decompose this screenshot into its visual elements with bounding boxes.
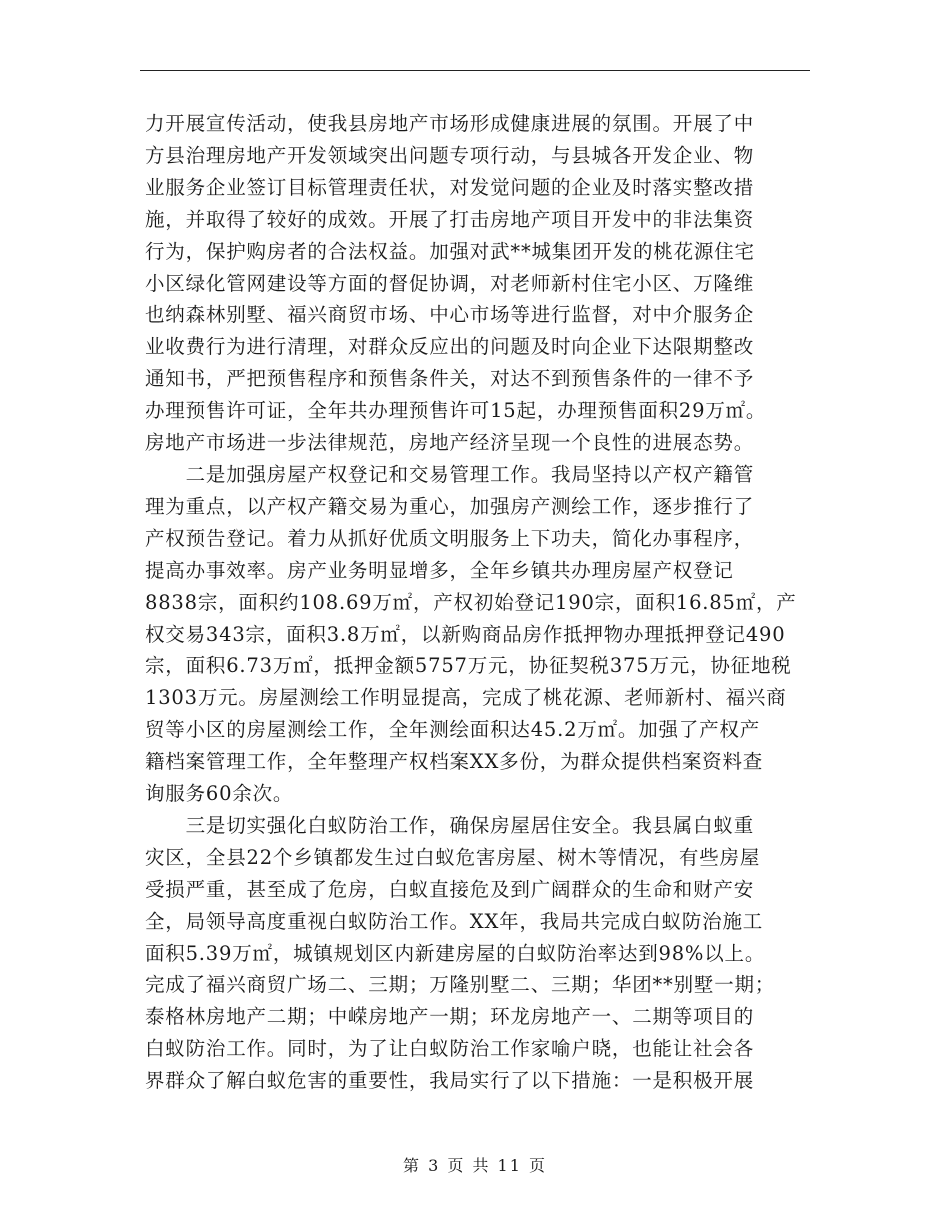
text-line: 界群众了解白蚁危害的重要性，我局实行了以下措施：一是积极开展	[145, 1069, 755, 1093]
text-line: 白蚁防治工作。同时，为了让白蚁防治工作家喻户晓，也能让社会各	[145, 1037, 755, 1061]
text-line: 三是切实强化白蚁防治工作，确保房屋居住安全。我县属白蚁重	[145, 813, 755, 837]
text-line: 施，并取得了较好的成效。开展了打击房地产项目开发中的非法集资	[145, 207, 755, 231]
page-footer: 第 3 页 共 11 页	[403, 1156, 547, 1175]
text-line: 业收费行为进行清理，对群众反应出的问题及时向企业下达限期整改	[145, 335, 755, 359]
text-line: 面积5.39万㎡，城镇规划区内新建房屋的白蚁防治率达到98%以上。	[145, 941, 766, 965]
text-line: 二是加强房屋产权登记和交易管理工作。我局坚持以产权产籍管	[145, 462, 755, 486]
text-line: 理为重点，以产权产籍交易为重心，加强房产测绘工作，逐步推行了	[145, 494, 755, 518]
text-line: 行为，保护购房者的合法权益。加强对武**城集团开发的桃花源住宅	[145, 239, 755, 263]
text-line: 提高办事效率。房产业务明显增多，全年乡镇共办理房屋产权登记	[145, 558, 734, 582]
text-line: 泰格林房地产二期；中嵘房地产一期；环龙房地产一、二期等项目的	[145, 1005, 755, 1029]
text-line: 产权预告登记。着力从抓好优质文明服务上下功夫，简化办事程序，	[145, 526, 755, 550]
text-line: 籍档案管理工作，全年整理产权档案XX多份，为群众提供档案资料查	[145, 750, 764, 774]
header-rule	[140, 70, 810, 71]
text-line: 完成了福兴商贸广场二、三期；万隆别墅二、三期；华团**别墅一期；	[145, 973, 776, 997]
text-line: 也纳森林别墅、福兴商贸市场、中心市场等进行监督，对中介服务企	[145, 303, 755, 327]
text-line: 询服务60余次。	[145, 782, 294, 806]
text-line: 业服务企业签订目标管理责任状，对发觉问题的企业及时落实整改措	[145, 175, 755, 199]
text-line: 通知书，严把预售程序和预售条件关，对达不到预售条件的一律不予	[145, 367, 755, 391]
text-line: 8838宗，面积约108.69万㎡，产权初始登记190宗，面积16.85㎡，产	[145, 590, 797, 614]
text-line: 房地产市场进一步法律规范，房地产经济呈现一个良性的进展态势。	[145, 431, 755, 455]
body-text	[145, 108, 810, 1097]
text-line: 力开展宣传活动，使我县房地产市场形成健康进展的氛围。开展了中	[145, 112, 755, 135]
text-line: 权交易343宗，面积3.8万㎡，以新购商品房作抵押物办理抵押登记490	[145, 622, 786, 646]
text-line: 办理预售许可证，全年共办理预售许可15起，办理预售面积29万㎡。	[145, 399, 767, 423]
text-line: 灾区，全县22个乡镇都发生过白蚁危害房屋、树木等情况，有些房屋	[145, 845, 761, 869]
text-line: 1303万元。房屋测绘工作明显提高，完成了桃花源、老师新村、福兴商	[145, 686, 787, 710]
text-line: 全，局领导高度重视白蚁防治工作。XX年，我局共完成白蚁防治施工	[145, 909, 764, 933]
text-line: 贸等小区的房屋测绘工作，全年测绘面积达45.2万㎡。加强了产权产	[145, 718, 761, 742]
text-line: 小区绿化管网建设等方面的督促协调，对老师新村住宅小区、万隆维	[145, 271, 755, 295]
text-line: 宗，面积6.73万㎡，抵押金额5757万元，协征契税375万元，协征地税	[145, 654, 792, 678]
text-line: 受损严重，甚至成了危房，白蚁直接危及到广阔群众的生命和财产安	[145, 877, 755, 901]
text-line: 方县治理房地产开发领域突出问题专项行动，与县城各开发企业、物	[145, 143, 755, 167]
